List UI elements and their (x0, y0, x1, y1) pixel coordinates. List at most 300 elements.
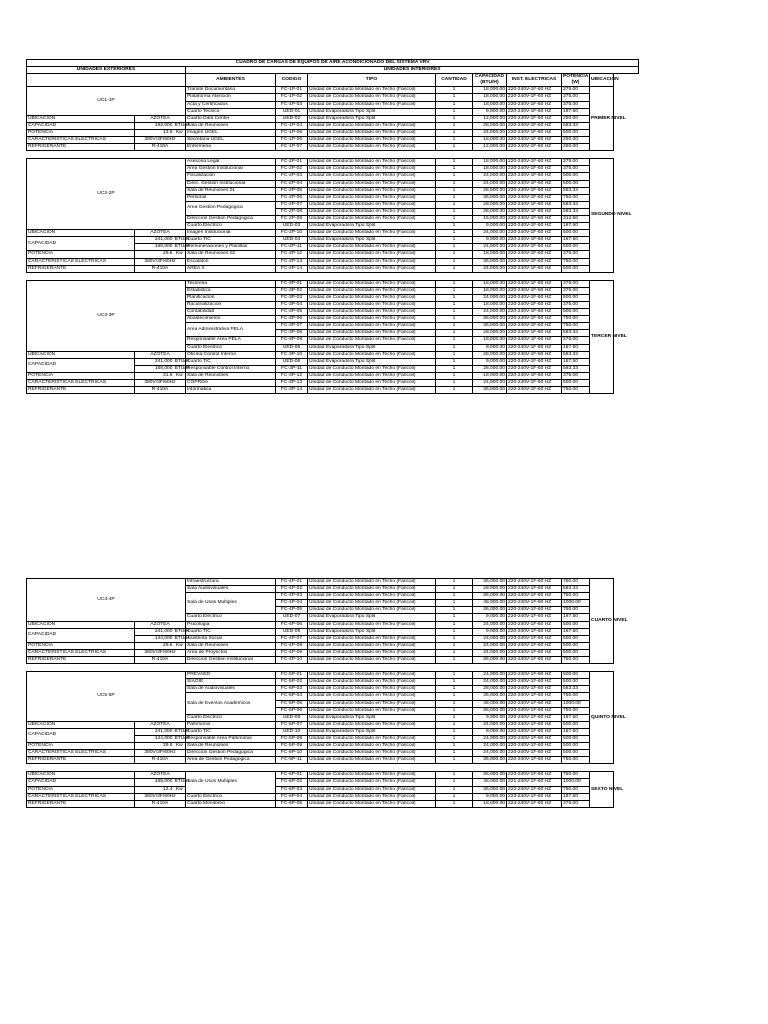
potencia-w: 500.00 (562, 294, 590, 301)
cantidad: 1 (436, 387, 473, 394)
inst-electricas: 220-240V-1F-60 HZ (507, 251, 562, 258)
codigo: UED-08 (276, 628, 308, 635)
cantidad: 1 (436, 714, 473, 721)
ambiente: Sala de Reuniones 02 (186, 251, 276, 258)
cantidad: 1 (436, 159, 473, 166)
cantidad: 1 (436, 600, 473, 607)
tipo: Unidad de Conducto Montado en Techo (Fancoil) (308, 330, 436, 337)
capacidad-btu: 24,000.00 (473, 635, 507, 642)
codigo: UED-09 (276, 714, 308, 721)
ambiente: Area de Gestion Pedagogica (186, 757, 276, 764)
cantidad: 1 (436, 215, 473, 222)
codigo: FC-2P-13 (276, 258, 308, 265)
capacidad-btu: 18,000.00 (473, 287, 507, 294)
ubicacion-value: AZOTEA (135, 772, 186, 779)
cantidad: 1 (436, 693, 473, 700)
cantidad: 1 (436, 330, 473, 337)
cantidad: 1 (436, 672, 473, 679)
unit-label: BTU/H (174, 122, 190, 128)
cantidad: 1 (436, 721, 473, 728)
caracteristicas-label: CARACTERISTICAS ELECTRICAS (27, 649, 135, 656)
tipo: Unidad de Conducto Montado en Techo (Fancoil) (308, 316, 436, 323)
table-row (27, 258, 639, 265)
cantidad: 1 (436, 779, 473, 786)
inst-electricas: 220-240V-1F-60 HZ (507, 672, 562, 679)
capacidad-btu: 18,000.00 (473, 137, 507, 144)
tipo: Unidad de Conducto Montado en Techo (Fancoil) (308, 101, 436, 108)
refrigerante-value: R-410A (135, 800, 186, 807)
load-table (26, 59, 639, 394)
capacidad-label: CAPACIDAD (27, 358, 135, 372)
nivel-label: SEGUNDO NIVEL (590, 159, 614, 273)
cantidad: 1 (436, 793, 473, 800)
codigo: FC-2P-11 (276, 244, 308, 251)
potencia-w: 187.50 (562, 344, 590, 351)
potencia-w: 187.50 (562, 714, 590, 721)
codigo: FC-3P-06 (276, 316, 308, 323)
potencia-w: 750.00 (562, 607, 590, 614)
capacidad-btu: 24,000.00 (473, 244, 507, 251)
inst-electricas: 220-240V-1F-60 HZ (507, 757, 562, 764)
tipo: Unidad de Conducto Montado en Techo (Fancoil) (308, 251, 436, 258)
load-table (26, 578, 639, 808)
potencia-w: 750.00 (562, 194, 590, 201)
capacidad-label: CAPACIDAD (27, 779, 135, 786)
ubicacion-value: AZOTEA (135, 230, 186, 237)
potencia-w: 750.00 (562, 786, 590, 793)
cantidad: 1 (436, 108, 473, 115)
inst-electricas: 220-240V-1F-60 HZ (507, 621, 562, 628)
table-row (27, 628, 639, 635)
tipo: Unidad de Conducto Montado en Techo (Fancoil) (308, 380, 436, 387)
codigo: FC-4P-08 (276, 642, 308, 649)
ambiente: Enfermeria (186, 144, 276, 151)
cantidad: 1 (436, 786, 473, 793)
codigo: FC-4P-07 (276, 635, 308, 642)
capacidad-btu: 24,000.00 (473, 642, 507, 649)
inst-electricas: 220-240V-1F-60 HZ (507, 101, 562, 108)
unit-label: BTU/H (174, 358, 190, 364)
inst-electricas: 220-240V-1F-60 HZ (507, 180, 562, 187)
tipo: Unidad de Conducto Montado en Techo (Fancoil) (308, 793, 436, 800)
potencia-w: 375.00 (562, 287, 590, 294)
ambiente: Acta y Certificados (186, 101, 276, 108)
inst-electricas: 220-240V-1F-60 HZ (507, 693, 562, 700)
ambiente: PREVAED (186, 672, 276, 679)
cantidad: 1 (436, 735, 473, 742)
inst-electricas: 220-240V-1F-60 HZ (507, 187, 562, 194)
codigo: UED-04 (276, 237, 308, 244)
inst-electricas: 220-240V-1F-60 HZ (507, 679, 562, 686)
codigo: FC-3P-14 (276, 387, 308, 394)
potencia-w: 583.33 (562, 686, 590, 693)
codigo: FC-2P-06 (276, 194, 308, 201)
inst-electricas: 220-240V-1F-60 HZ (507, 122, 562, 129)
potencia-value: 29.5 (135, 642, 174, 649)
potencia-w: 750.00 (562, 258, 590, 265)
inst-electricas: 220-240V-1F-60 HZ (507, 258, 562, 265)
unit-label: BTU/H (174, 735, 190, 741)
ambiente: Sala de Reuniones (186, 642, 276, 649)
inst-electricas: 220-240V-1F-60 HZ (507, 743, 562, 750)
codigo: FC-5P-07 (276, 721, 308, 728)
tipo: Unidad de Conducto Montado en Techo (Fancoil) (308, 166, 436, 173)
table-row (27, 129, 639, 136)
tipo: Unidad de Conducto Montado en Techo (Fancoil) (308, 258, 436, 265)
codigo: FC-4P-05 (276, 607, 308, 614)
tipo: Unidad de Conducto Montado en Techo (Fancoil) (308, 302, 436, 309)
ambiente: Cuarto Electrico (186, 614, 276, 621)
unit-label: BTU/H (174, 628, 190, 634)
refrigerante-value: R-410A (135, 144, 186, 151)
capacidad-btu: 36,000.00 (473, 693, 507, 700)
potencia-w: 250.00 (562, 144, 590, 151)
potencia-w: 500.00 (562, 621, 590, 628)
cantidad: 1 (436, 101, 473, 108)
capacidad-btu: 36,000.00 (473, 387, 507, 394)
tipo: Unidad de Conducto Montado en Techo (Fancoil) (308, 700, 436, 707)
capacidad-btu: 18,000.00 (473, 372, 507, 379)
group-gap (27, 764, 639, 772)
ambiente: Fiscalizacion (186, 173, 276, 180)
potencia-w: 1000.00 (562, 700, 590, 707)
cantidad: 1 (436, 642, 473, 649)
potencia-w: 187.50 (562, 108, 590, 115)
tipo: Unidad de Conducto Montado en Techo (Fancoil) (308, 779, 436, 786)
capacidad-value: 241,000 (135, 237, 174, 244)
tipo: Unidad de Conducto Montado en Techo (Fancoil) (308, 593, 436, 600)
capacidad-value: 168,000 (135, 365, 174, 372)
ambiente: Direccion Gestion Pedagogica (186, 750, 276, 757)
codigo: FC-5P-01 (276, 672, 308, 679)
tipo: Unidad de Conducto Montado en Techo (Fancoil) (308, 800, 436, 807)
capacidad-btu: 24,000.00 (473, 265, 507, 272)
cantidad: 1 (436, 302, 473, 309)
caracteristicas-value: 380V/3F/60Hz (135, 137, 186, 144)
ambiente: Abastecimiento (186, 316, 276, 323)
unit-label: Kw (174, 786, 186, 793)
potencia-w: 750.00 (562, 693, 590, 700)
cantidad: 1 (436, 607, 473, 614)
capacidad-btu: 28,000.00 (473, 365, 507, 372)
capacidad-btu: 36,000.00 (473, 772, 507, 779)
tipo: Unidad de Conducto Montado en Techo (Fancoil) (308, 244, 436, 251)
codigo: FC-3P-05 (276, 309, 308, 316)
codigo: FC-4P-01 (276, 579, 308, 586)
codigo: FC-6P-04 (276, 793, 308, 800)
codigo: FC-1P-03 (276, 101, 308, 108)
ambiente: Plataforma Atencion (186, 94, 276, 101)
codigo: FC-3P-07 (276, 323, 308, 330)
ambiente: Cuarto TIC (186, 628, 276, 635)
unit-label: BTU/H (174, 728, 190, 734)
ambiente: Sala de Audiovisuales (186, 686, 276, 693)
inst-electricas: 220-240V-1F-60 HZ (507, 223, 562, 230)
codigo: UED-05 (276, 344, 308, 351)
capacidad-btu: 9,000.00 (473, 344, 507, 351)
inst-electricas: 220-240V-1F-60 HZ (507, 166, 562, 173)
potencia-w: 500.00 (562, 679, 590, 686)
cantidad: 1 (436, 621, 473, 628)
capacidad-btu: 18,000.00 (473, 87, 507, 94)
capacidad-btu: 9,000.00 (473, 728, 507, 735)
capacidad-btu: 48,000.00 (473, 700, 507, 707)
potencia-w: 500.00 (562, 309, 590, 316)
cantidad: 1 (436, 351, 473, 358)
ambiente: Planificacion (186, 294, 276, 301)
codigo: FC-3P-12 (276, 372, 308, 379)
tipo: Unidad de Conducto Montado en Techo (Fancoil) (308, 735, 436, 742)
ambiente: Tesoreria (186, 280, 276, 287)
potencia-w: 583.33 (562, 365, 590, 372)
ambiente: Cuarto Data Center (186, 115, 276, 122)
refrigerante-label: REFRIGERANTE (27, 387, 135, 394)
cantidad: 1 (436, 87, 473, 94)
capacidad-btu: 9,000.00 (473, 358, 507, 365)
inst-electricas: 220-240V-1F-60 HZ (507, 593, 562, 600)
capacidad-btu: 9,000.00 (473, 714, 507, 721)
capacidad-btu: 36,000.00 (473, 323, 507, 330)
ambiente: Cuarto Electrico (186, 344, 276, 351)
inst-electricas: 220-240V-1F-60 HZ (507, 302, 562, 309)
ubicacion-value: AZOTEA (135, 115, 186, 122)
potencia-w: 583.33 (562, 330, 590, 337)
cantidad: 1 (436, 614, 473, 621)
potencia-w: 375.00 (562, 87, 590, 94)
codigo: FC-5P-08 (276, 735, 308, 742)
sheet-upper (26, 59, 638, 394)
tipo: Unidad de Conducto Montado en Techo (Fancoil) (308, 635, 436, 642)
title-row (27, 60, 639, 67)
cantidad: 1 (436, 728, 473, 735)
tipo: Unidad de Conducto Montado en Techo (Fancoil) (308, 280, 436, 287)
capacidad-btu: 36,000.00 (473, 316, 507, 323)
table-row (27, 657, 639, 664)
capacidad-btu: 24,000.00 (473, 173, 507, 180)
table-row (27, 721, 639, 728)
table-row (27, 159, 639, 166)
tipo: Unidad de Conducto Montado en Techo (Fancoil) (308, 786, 436, 793)
potencia-w: 312.50 (562, 215, 590, 222)
outdoor-unit-id: UC2-2P (27, 159, 186, 230)
capacidad-btu: 28,000.00 (473, 330, 507, 337)
refrigerante-label: REFRIGERANTE (27, 144, 135, 151)
unit-label: Kw (174, 251, 186, 258)
capacidad-label: CAPACIDAD (27, 122, 135, 129)
codigo: FC-3P-11 (276, 365, 308, 372)
inst-electricas: 220-240V-1F-60 HZ (507, 173, 562, 180)
outdoor-unit-id: UC1-1P (27, 87, 186, 115)
tipo: Unidad de Conducto Montado en Techo (Fancoil) (308, 387, 436, 394)
cantidad: 1 (436, 628, 473, 635)
cantidad: 1 (436, 800, 473, 807)
unit-label: Kw (174, 372, 186, 379)
codigo: UED-03 (276, 223, 308, 230)
inst-electricas: 220-240V-1F-60 HZ (507, 586, 562, 593)
cantidad: 1 (436, 187, 473, 194)
ubicacion-label: UBICACIÓN (27, 351, 135, 358)
tipo: Unidad de Conducto Montado en Techo (Fancoil) (308, 180, 436, 187)
tipo: Unidad de Conducto Montado en Techo (Fancoil) (308, 309, 436, 316)
ambiente: Estadistica (186, 287, 276, 294)
cantidad: 1 (436, 579, 473, 586)
codigo: UED-07 (276, 614, 308, 621)
inst-electricas: 220-240V-1F-60 HZ (507, 607, 562, 614)
capacidad-btu: 28,000.00 (473, 686, 507, 693)
inst-electricas: 220-240V-1F-60 HZ (507, 201, 562, 208)
tipo: Unidad de Conducto Montado en Techo (Fancoil) (308, 144, 436, 151)
nivel-label: PRIMER NIVEL (590, 87, 614, 151)
codigo: FC-2P-07 (276, 201, 308, 208)
tipo: Unidad de Conducto Montado en Techo (Fancoil) (308, 721, 436, 728)
cantidad: 1 (436, 344, 473, 351)
capacidad-btu: 24,000.00 (473, 679, 507, 686)
table-row (27, 372, 639, 379)
ambiente: Contabilidad (186, 309, 276, 316)
capacidad-btu: 36,000.00 (473, 194, 507, 201)
nivel-label: SEXTO NIVEL (590, 772, 614, 807)
refrigerante-value: R-410A (135, 757, 186, 764)
cantidad: 1 (436, 166, 473, 173)
refrigerante-label: REFRIGERANTE (27, 657, 135, 664)
inst-electricas: 220-240V-1F-60 HZ (507, 365, 562, 372)
capacidad-btu: 48,000.00 (473, 779, 507, 786)
potencia-w: 250.00 (562, 115, 590, 122)
cantidad: 1 (436, 649, 473, 656)
ubicacion-label: UBICACIÓN (27, 772, 135, 779)
capacidad-btu: 12,000.00 (473, 144, 507, 151)
capacidad-value: 144,000 (135, 735, 174, 742)
tipo: Unidad de Conducto Montado en Techo (Fancoil) (308, 586, 436, 593)
refrigerante-value: R-410A (135, 265, 186, 272)
capacidad-btu: 28,000.00 (473, 351, 507, 358)
potencia-w: 500.00 (562, 735, 590, 742)
caracteristicas-value: 380V/3F/60Hz (135, 380, 186, 387)
tipo: Unidad de Conducto Montado en Techo (Fancoil) (308, 743, 436, 750)
capacidad-value: 168,000 (135, 779, 174, 786)
table-row (27, 380, 639, 387)
potencia-w: 583.33 (562, 122, 590, 129)
capacidad-btu: 18,000.00 (473, 800, 507, 807)
potencia-w: 187.50 (562, 223, 590, 230)
tipo: Unidad de Conducto Montado en Techo (Fancoil) (308, 757, 436, 764)
codigo: FC-1P-04 (276, 122, 308, 129)
potencia-value: 13.9 (135, 129, 174, 136)
unit-label: Kw (174, 642, 186, 649)
codigo: FC-5P-06 (276, 707, 308, 714)
codigo: UED-10 (276, 728, 308, 735)
table-row (27, 750, 639, 757)
inst-electricas: 220-240V-1F-60 HZ (507, 344, 562, 351)
codigo: FC-6P-02 (276, 779, 308, 786)
outdoor-unit-id: UC4-4P (27, 579, 186, 622)
inst-electricas: 220-240V-1F-60 HZ (507, 280, 562, 287)
tipo: Unidad de Conducto Montado en Techo (Fancoil) (308, 679, 436, 686)
cantidad: 1 (436, 707, 473, 714)
ambiente: Cuarto Electrico (186, 714, 276, 721)
ambiente: Direccion Gestion Institucional (186, 657, 276, 664)
ambiente: Secretaria UGEL (186, 137, 276, 144)
table-row (27, 642, 639, 649)
capacidad-btu: 18,000.00 (473, 159, 507, 166)
codigo: FC-6P-05 (276, 800, 308, 807)
table-row (27, 579, 639, 586)
potencia-w: 500.00 (562, 244, 590, 251)
potencia-w: 500.00 (562, 180, 590, 187)
tipo: Unidad Evaporadora Tipo Split (308, 108, 436, 115)
table-row (27, 387, 639, 394)
tipo: Unidad de Conducto Montado en Techo (Fancoil) (308, 693, 436, 700)
codigo: FC-2P-10 (276, 230, 308, 237)
potencia-w: 500.00 (562, 635, 590, 642)
inst-electricas: 220-240V-1F-60 HZ (507, 316, 562, 323)
codigo: FC-5P-09 (276, 743, 308, 750)
potencia-w: 187.50 (562, 793, 590, 800)
ambiente: Infraestructura (186, 579, 276, 586)
potencia-label: POTENCIA (27, 786, 135, 793)
capacidad-btu: 24,000.00 (473, 735, 507, 742)
capacidad-btu: 9,000.00 (473, 223, 507, 230)
ambiente: Imagen Institucional (186, 230, 276, 237)
ambiente: Psicologia (186, 621, 276, 628)
caracteristicas-label: CARACTERISTICAS ELECTRICAS (27, 750, 135, 757)
gap-cell (27, 664, 639, 672)
potencia-w: 500.00 (562, 743, 590, 750)
potencia-w: 375.00 (562, 251, 590, 258)
inst-electricas: 220-240V-1F-60 HZ (507, 707, 562, 714)
cantidad: 1 (436, 129, 473, 136)
tipo: Unidad de Conducto Montado en Techo (Fancoil) (308, 365, 436, 372)
capacidad-label: CAPACIDAD (27, 237, 135, 251)
cantidad: 1 (436, 586, 473, 593)
codigo: FC-2P-03 (276, 173, 308, 180)
capacidad-btu: 9,000.00 (473, 614, 507, 621)
potencia-w: 250.00 (562, 137, 590, 144)
inst-electricas: 220-240V-1F-60 HZ (507, 649, 562, 656)
capacidad-btu: 36,000.00 (473, 786, 507, 793)
tipo: Unidad Evaporadora Tipo Split (308, 614, 436, 621)
codigo: FC-4P-02 (276, 586, 308, 593)
codigo: FC-5P-10 (276, 750, 308, 757)
ambiente: Personal (186, 194, 276, 201)
ambiente: Imagen UGEL (186, 129, 276, 136)
cantidad: 1 (436, 593, 473, 600)
ambiente: Direccion Gestion Pedagogica (186, 215, 276, 222)
cantidad: 1 (436, 657, 473, 664)
ambiente: Area Administrativa PELA (186, 323, 276, 337)
caracteristicas-label: CARACTERISTICAS ELECTRICAS (27, 258, 135, 265)
inst-electricas: 220-240V-1F-60 HZ (507, 137, 562, 144)
inst-electricas: 224-240V-1F-60 HZ (507, 800, 562, 807)
tipo: Unidad de Conducto Montado en Techo (Fancoil) (308, 208, 436, 215)
ambiente: Escalafon (186, 258, 276, 265)
capacidad-btu: 36,000.00 (473, 607, 507, 614)
potencia-w: 750.00 (562, 593, 590, 600)
table-row (27, 743, 639, 750)
capacidad-btu: 24,000.00 (473, 649, 507, 656)
capacidad-btu: 24,000.00 (473, 743, 507, 750)
codigo: FC-3P-02 (276, 287, 308, 294)
inst-electricas: 220-240V-1F-60 HZ (507, 208, 562, 215)
potencia-w: 375.00 (562, 372, 590, 379)
ambiente: Oficina Control Interno (186, 351, 276, 358)
ambiente: Informatica (186, 387, 276, 394)
inst-electricas: 220-240V-1F-60 HZ (507, 244, 562, 251)
table-row (27, 772, 639, 779)
capacidad-btu: 24,000.00 (473, 672, 507, 679)
inst-electricas: 220-240V-1F-60 HZ (507, 237, 562, 244)
capacidad-btu: 18,000.00 (473, 337, 507, 344)
